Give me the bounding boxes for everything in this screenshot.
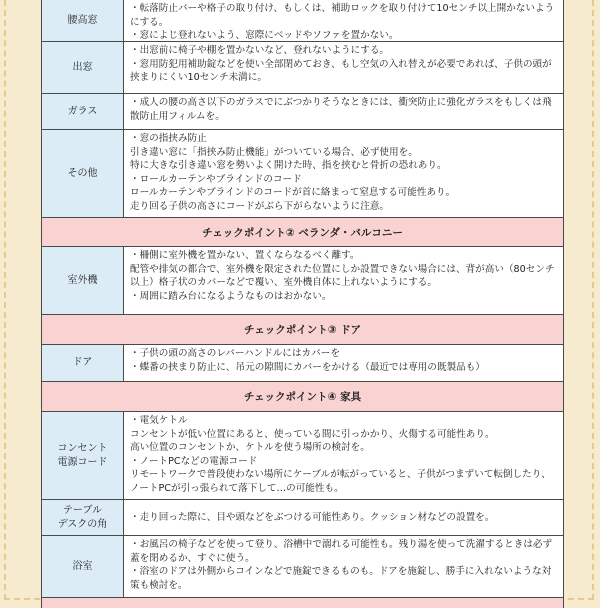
row-content (124, 94, 563, 129)
content-line: ・蝶番の挟まり防止に、吊元の隙間にカバーをかける（最近では専用の既製品も） (130, 361, 485, 373)
table-row (42, 0, 563, 42)
content-line: ・出窓前に椅子や棚を置かないなど、登れないようにする。 (130, 45, 390, 56)
table-row (42, 345, 563, 382)
safety-checklist-table (41, 0, 564, 608)
content-line: コンセントが低い位置にあると、使っている間に引っかかり、火傷する可能性あり。 (130, 428, 495, 440)
content-line: ・ノートPCなどの電源コード (130, 455, 258, 467)
table-row (42, 536, 563, 598)
content-line: ・電気ケトル (130, 415, 188, 426)
content-line: 引き違い窓に「指挟み防止機能」がついている場合、必ず使用を。 (130, 146, 418, 158)
content-line: ・窓用防犯用補助錠などを使い全部閉めておき、もし空気の入れ替えが必要であれば、子供の頭が挟まりにくい10センチ未満に。 (130, 58, 552, 84)
table-row (42, 247, 563, 315)
content-line: ・走り回った際に、目や頭などをぶつける可能性あり。クッション材などの設置を。 (130, 511, 495, 523)
table-row (42, 412, 563, 500)
row-label: 出窓 (42, 42, 124, 93)
row-label: ドア (42, 345, 124, 381)
section-header: チェックポイント④ 家具 (42, 382, 563, 412)
row-label: その他 (42, 130, 124, 217)
row-label: 浴室 (42, 536, 124, 597)
row-content (124, 247, 563, 314)
table-row (42, 130, 563, 218)
content-line: ・ロールカーテンやブラインドのコード (130, 173, 302, 185)
row-label: ガラス (42, 94, 124, 129)
content-line: 配管や排気の都合で、室外機を限定された位置にしか設置できない場合には、背が高い（80センチ以上）格子状のカバーなどで覆い、室外機自体に上れないようにする。 (130, 263, 555, 289)
content-line: ・浴室のドアは外側からコインなどで施錠できるものも。ドアを施錠し、勝手に入れないような対策も検討を。 (130, 566, 552, 591)
content-line: リモートワークで普段使わない場所にケーブルが転がっていると、子供がつまずいて転倒したり、ノートPCが引っ張られて落下して…の可能性も。 (130, 469, 551, 494)
row-content (124, 500, 563, 535)
row-content (124, 0, 563, 41)
content-line: ロールカーテンやブラインドのコードが首に絡まって窒息する可能性あり。 (130, 187, 456, 199)
table-row (42, 500, 563, 536)
row-content (124, 42, 563, 93)
section-header: チェックポイント② ベランダ・バルコニー (42, 218, 563, 247)
section-header: チェックポイント③ ドア (42, 315, 563, 345)
row-label: 室外機 (42, 247, 124, 314)
row-content (124, 412, 563, 499)
row-content (124, 536, 563, 597)
content-line: ・お風呂の椅子などを使って登り、浴槽中で溺れる可能性も。残り湯を使って洗濯するときは必ず蓋を閉めるか、すぐに使う。 (130, 539, 553, 564)
content-line: 特に大きな引き違い窓を勢いよく開けた時、指を挟むと骨折の恐れあり。 (130, 160, 447, 172)
content-line: 走り回る子供の高さにコードがぶら下がらないように注意。 (130, 200, 390, 212)
content-line: ・窓によじ登れないよう、窓際にベッドやソファを置かない。 (130, 30, 399, 42)
content-line: ・柵側に室外機を置かない、置くならなるべく離す。 (130, 250, 360, 261)
table-row (42, 94, 563, 130)
content-line: ・成人の腰の高さ以下のガラスでにぶつかりそうなときには、衝突防止に強化ガラスをもしくは飛散防止用フィルムを。 (130, 97, 552, 122)
content-line: ・窓の指挟み防止 (130, 133, 207, 144)
row-content (124, 130, 563, 217)
row-label: テーブル デスクの角 (42, 500, 124, 535)
row-label: コンセント 電源コード (42, 412, 124, 499)
content-line: ・転落防止バーや格子の取り付け、もしくは、補助ロックを取り付けて10センチ以上開かないようにする。 (130, 3, 555, 28)
row-label: 腰高窓 (42, 0, 124, 41)
content-line: 高い位置のコンセントか、ケトルを使う場所の検討を。 (130, 442, 370, 454)
content-line: ・子供の頭の高さのレバーハンドルにはカバーを (130, 348, 340, 359)
content-line: ・周囲に踏み台になるようなものはおかない。 (130, 290, 332, 302)
table-row (42, 42, 563, 94)
row-content (124, 345, 563, 381)
